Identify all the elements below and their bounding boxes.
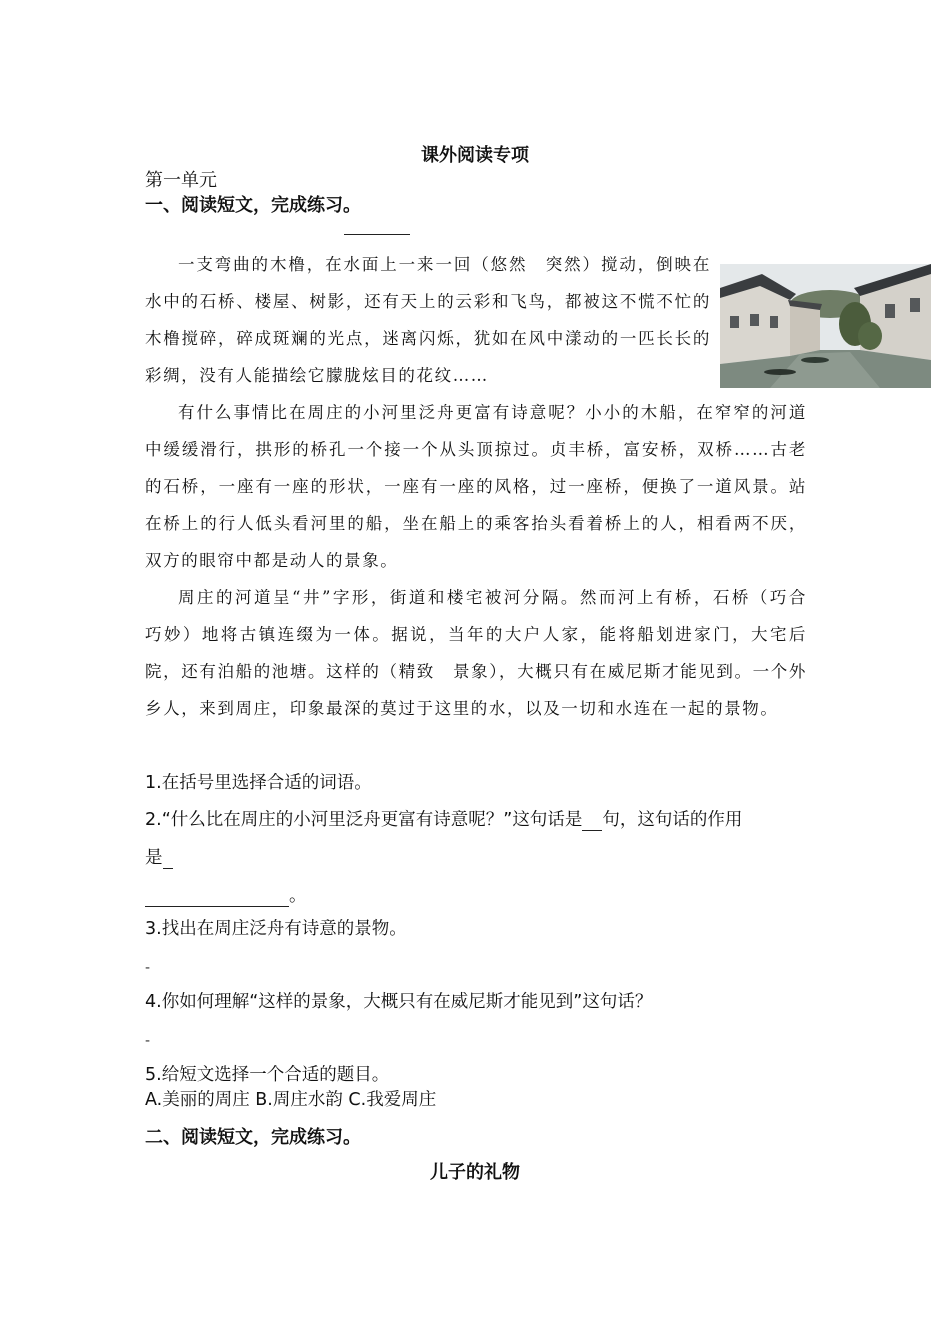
- answer-blank-sentence-type[interactable]: [582, 810, 602, 831]
- passage-paragraph-1: 一支弯曲的木橹，在水面上一来一回（悠然 突然）搅动，倒映在水中的石桥、楼屋、树影，还有天上的云彩和飞鸟，都被这不慌不忙的木橹搅碎，碎成斑斓的光点，迷离闪烁，犹如在风中漾动的一匹长长的彩绸，没有人能描绘它朦胧炫目的花纹……: [145, 255, 711, 385]
- question-1: 1.在括号里选择合适的词语。: [145, 773, 372, 793]
- passage-title-blank: [344, 234, 410, 235]
- page-title: 课外阅读专项: [421, 145, 529, 166]
- question-2-text-end: 是: [145, 848, 163, 868]
- canal-town-photo: [720, 264, 931, 388]
- answer-line-3[interactable]: -: [145, 960, 151, 976]
- question-2: [145, 806, 742, 831]
- question-2-text-cont: 句，这句话的作用: [602, 810, 743, 830]
- question-5-options: A.美丽的周庄 B.周庄水韵 C.我爱周庄: [145, 1090, 437, 1110]
- question-4: 4.你如何理解“这样的景象，大概只有在威尼斯才能见到”这句话？: [145, 992, 653, 1012]
- section-2-heading: 二、阅读短文，完成练习。: [145, 1127, 361, 1148]
- passage-paragraph-3: 周庄的河道呈“井”字形，街道和楼宅被河分隔。然而河上有桥，石桥（巧合 巧妙）地将古镇连缀为一体。据说，当年的大户人家，能将船划进家门，大宅后院，还有泊船的池塘。这样的（精致 景象），大概只有在威尼斯才能见到。一个外乡人，来到周庄，印象最深的莫过于这里的水，以及一切和水连在一起的景物。: [145, 588, 826, 718]
- unit-label: 第一单元: [145, 170, 217, 191]
- question-3: 3.找出在周庄泛舟有诗意的景物。: [145, 919, 407, 939]
- answer-blank-function-start[interactable]: [163, 848, 173, 869]
- passage-paragraph-2: 有什么事情比在周庄的小河里泛舟更富有诗意呢？小小的木船，在窄窄的河道中缓缓滑行，拱形的桥孔一个接一个从头顶掠过。贞丰桥，富安桥，双桥……古老的石桥，一座有一座的形状，一座有一座的风格，过一座桥，便换了一道风景。站在桥上的行人低头看河里的船，坐在船上的乘客抬头看着桥上的人，相看两不厌，双方的眼帘中都是动人的景象。: [145, 403, 807, 570]
- passage-2-title: 儿子的礼物: [430, 1162, 520, 1183]
- question-2-text: 2.“什么比在周庄的小河里泛舟更富有诗意呢？”这句话是: [145, 810, 583, 830]
- section-1-heading: 一、阅读短文，完成练习。: [145, 195, 361, 216]
- question-2-line-3: [145, 882, 307, 907]
- question-2-period: 。: [289, 886, 307, 906]
- question-2-line-2: [145, 844, 173, 869]
- answer-blank-function[interactable]: [145, 886, 289, 907]
- question-5: 5.给短文选择一个合适的题目。: [145, 1065, 390, 1085]
- answer-line-4[interactable]: -: [145, 1033, 151, 1049]
